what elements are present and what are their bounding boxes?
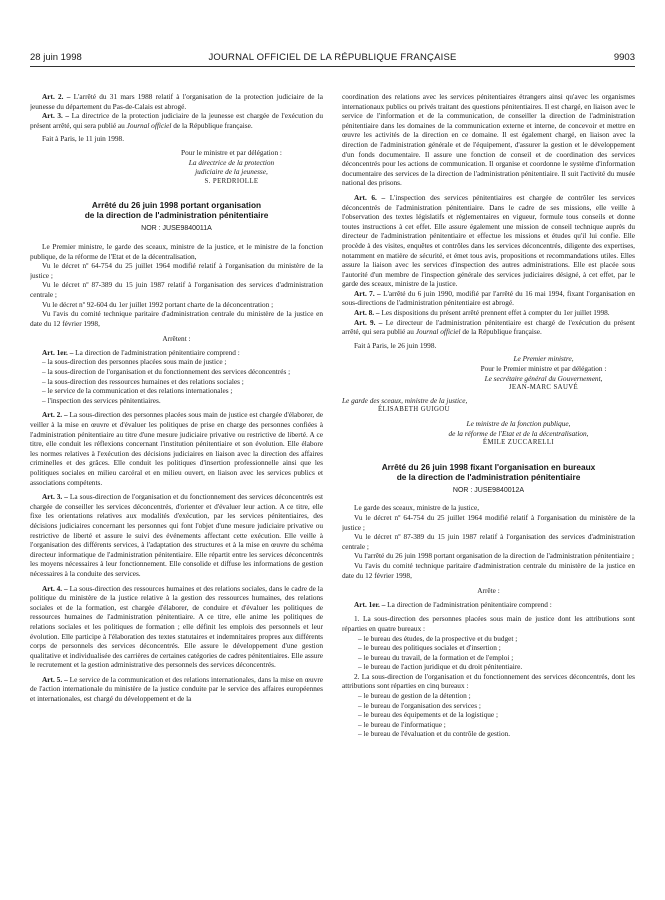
header-date: 28 juin 1998 <box>30 52 82 63</box>
article-5-continued: coordination des relations avec les services pénitentiaires étrangers ainsi qu'avec les organismes internationaux publics ou privés traitant des questions pénitentiaires. Il est chargé, en liaison avec le service de l'information et de la communication, de conseiller la direction de l'administration pénitentiaire dans les domaines de la communication externe et interne, de concevoir et mettre en œuvre les activités de la direction en ce domaine. Il est également chargé, en liaison avec la direction de l'administration générale et de l'équipement, d'assurer la gestion et le développement d'un fonds documentaire. Il assure une fonction de conseil et de coordination des services déconcentrés pour les actions de communication. Il organise et coordonne le système d'information documentaire des services de la direction de l'administration pénitentiaire. Il suit l'activité du musée national des prisons. <box>342 92 635 188</box>
signatory-name: ÉLISABETH GUIGOU <box>378 406 450 414</box>
vu-2-2: Vu le décret nº 87-389 du 15 juin 1987 relatif à l'organisation des services d'administration centrale ; <box>342 532 635 551</box>
list-item: – le bureau de l'évaluation et du contrôle de gestion. <box>358 729 511 739</box>
article-1-bureaux: Art. 1er. – La direction de l'administration pénitentiaire comprend : <box>354 599 552 609</box>
intro-paragraph-2: Le garde des sceaux, ministre de la justice, <box>354 503 480 513</box>
signature-garde-des-sceaux: Le garde des sceaux, ministre de la justice, ÉLISABETH GUIGOU <box>342 396 635 415</box>
vu-1: Vu le décret nº 64-754 du 25 juillet 1964 modifié relatif à l'organisation du ministère de la justice ; <box>30 261 323 280</box>
right-column <box>342 92 635 892</box>
fait-date-2: Fait à Paris, le 26 juin 1998. <box>354 340 437 350</box>
decree-1-nor: NOR : JUSE9840011A <box>141 225 212 233</box>
article-3-prev: Art. 3. – La directrice de la protection judiciaire de la jeunesse est chargée de l'exécution du présent arrêté, qui sera publié au Journal officiel de la République française. <box>30 111 323 130</box>
signature-premier-ministre: Le Premier ministre, Pour le Premier ministre et par délégation : Le secrétaire général du Gouvernement, JEAN-MARC SAUVÉ <box>342 354 635 392</box>
decree-2-nor: NOR : JUSE9840012A <box>452 486 525 494</box>
fait-date-1: Fait à Paris, le 11 juin 1998. <box>42 134 125 144</box>
page-header <box>30 52 635 66</box>
list-item: – le bureau des études, de la prospective et du budget ; <box>358 633 518 643</box>
header-rule <box>30 66 635 67</box>
article-7: Art. 7. – L'arrêté du 6 juin 1990, modifié par l'arrêté du 16 mai 1994, fixant l'organisation en sous-directions de l'administration pénitentiaire est abrogé. <box>342 288 635 308</box>
article-4: Art. 4. – La sous-direction des ressources humaines et des relations sociales, dans le cadre de la politique du ministère de la justice relative à la gestion des ressources humaines, des relations sociales et de la formation, est chargée d'élaborer, de conduire et d'évaluer les politiques de ressources humaines de l'administration pénitentiaire. A ce titre, elle anime les politiques de relations sociales et les politiques de formation ; elle définit les emplois des personnels et leur évolution. Elle participe à l'élaboration des textes statutaires et indemnitaires propres aux différents corps de personnels des services déconcentrés. Elle assure le développement d'une gestion qualitative et individualisée des carrières de certaines catégories de cadres pénitentiaires. Elle assure le recrutement et la gestion administrative des personnels des services déconcentrés. <box>30 583 323 670</box>
list-item: – la sous-direction des ressources humaines et des relations sociales ; <box>42 376 244 386</box>
vu-4: Vu l'avis du comité technique paritaire d'administration centrale du ministère de la justice en date du 12 février 1998, <box>30 309 323 328</box>
article-8: Art. 8. – Les dispositions du présent arrêté prennent effet à compter du 1er juillet 1998. <box>354 308 610 318</box>
signature-fonction-publique: Le ministre de la fonction publique, de la réforme de l'Etat et de la décentralisation, ÉMILE ZUCCARELLI <box>342 419 635 448</box>
article-3: Art. 3. – La sous-direction de l'organisation et du fonctionnement des services déconcentrés est chargée de conseiller les services déconcentrés, d'orienter et d'évaluer leur action. A ce titre, elle fixe les orientations relatives aux modalités d'exécution, par les services pénitentiaires, des décisions judiciaires concernant les personnes qui font l'objet d'une mesure judiciaire privative ou restrictive de liberté et assure le suivi des événements affectant cette exécution. Elle veille à l'organisation des différents services, à l'adaptation des structures et à la mise en œuvre du schéma directeur informatique de l'administration pénitentiaire. Elle répartit entre les services déconcentrés les moyens nécessaires à leur fonctionnement. Elle consolide et diffuse les informations de gestion nécessaires à la conduite des services. <box>30 492 323 578</box>
article-2-prev: Art. 2. – L'arrêté du 31 mars 1988 relatif à l'organisation de la protection judiciaire de la jeunesse du département du Pas-de-Calais est abrogé. <box>30 92 323 111</box>
article-5: Art. 5. – Le service de la communication et des relations internationales, dans la mise en œuvre de l'action internationale du ministère de la justice conduite par le service des affaires européennes et internationales, est chargé du développement et de la <box>30 674 323 704</box>
subdirection-1: 1. La sous-direction des personnes placées sous main de justice dont les attributions sont réparties en quatre bureaux : <box>342 614 635 633</box>
vu-2-1: Vu le décret nº 64-754 du 25 juillet 1964 modifié relatif à l'organisation du ministère de la justice ; <box>342 512 635 532</box>
decree-1-title: Arrêté du 26 juin 1998 portant organisation de la direction de l'administration pénitentiaire <box>84 200 269 221</box>
vu-3: Vu le décret nº 92-604 du 1er juillet 1992 portant charte de la déconcentration ; <box>42 299 274 309</box>
signatory-name: JEAN-MARC SAUVÉ <box>508 384 579 392</box>
vu-2: Vu le décret nº 87-389 du 15 juin 1987 relatif à l'organisation des services d'administration centrale ; <box>30 280 323 299</box>
list-item: – le bureau des politiques sociales et d'insertion ; <box>358 643 501 653</box>
list-item: – le bureau de l'informatique ; <box>358 719 446 729</box>
list-item: – le bureau de l'action juridique et du droit pénitentiaire. <box>358 662 523 672</box>
vu-2-3: Vu l'arrêté du 26 juin 1998 portant organisation de la direction de l'administration pénitentiaire ; <box>354 551 635 561</box>
decree-2-title: Arrêté du 26 juin 1998 fixant l'organisation en bureaux de la direction de l'administration pénitentiaire <box>381 461 596 482</box>
list-item: – l'inspection des services pénitentiaires. <box>42 395 161 405</box>
vu-2-4: Vu l'avis du comité technique paritaire d'administration centrale du ministère de la justice en date du 12 février 1998, <box>342 560 635 580</box>
arrete-label: Arrête : <box>477 586 500 596</box>
list-item: – le bureau de gestion de la détention ; <box>358 691 471 701</box>
signature-block-1: Pour le ministre et par délégation : La directrice de la protection judiciaire de la jeunesse, S. PERDRIOLLE <box>30 148 323 186</box>
signatory-name: ÉMILE ZUCCARELLI <box>482 439 555 447</box>
article-9: Art. 9. – Le directeur de l'administration pénitentiaire est chargé de l'exécution du présent arrêté, qui sera publié au Journal officiel de la République française. <box>342 317 635 337</box>
list-item: – la sous-direction des personnes placées sous main de justice ; <box>42 357 227 367</box>
intro-paragraph: Le Premier ministre, le garde des sceaux, ministre de la justice, et le ministre de la fonction publique, de la réforme de l'Etat et de la décentralisation, <box>30 241 323 261</box>
arretent-label: Arrêtent : <box>162 334 191 344</box>
article-2: Art. 2. – La sous-direction des personnes placées sous main de justice est chargée d'élaborer, de veiller à la mise en œuvre et d'évaluer les politiques de prise en charge des personnes confiées à l'administration pénitentiaire au titre d'une mesure judiciaire privative ou restrictive de liberté. A ce titre, elle conduit les réflexions concernant l'institution pénitentiaire et son évolution. Elle élabore les normes relatives à l'exécution des décisions judiciaires en liaison avec la direction des affaires criminelles et des grâces. Elle conduit les politiques d'insertion professionnelle ainsi que les politiques sociales en milieu carcéral et en milieu ouvert, en liaison avec les services publics et associations compétents. <box>30 410 323 487</box>
article-6: Art. 6. – L'inspection des services pénitentiaires est chargée de contrôler les services déconcentrés de l'administration pénitentiaire. Dans le cadre de ses missions, elle veille à l'observation des textes législatifs et réglementaires en vigueur, formule tous conseils et donne toutes instructions à cet effet. Elle assure également une mission de conseil technique auprès du directeur de l'administration pénitentiaire et effectue les missions et études qu'il lui confie. Elle procède à des visites, enquêtes et contrôles dans les services déconcentrés, diligente des expertises, notamment en matière de sécurité, et émet tous avis, propositions et recommandations utiles. Elles assure la liaison avec les services d'inspection des autres administrations. Elle est placée sous l'autorité d'un membre de l'inspection générale des services judiciaires désigné, à cet effet, par le garde des sceaux, ministre de la justice. <box>342 192 635 289</box>
list-item: – le bureau des équipements et de la logistique ; <box>358 710 499 720</box>
header-page-number: 9903 <box>613 52 635 63</box>
list-item: – le service de la communication et des relations internationales ; <box>42 386 233 396</box>
header-title: JOURNAL OFFICIEL DE LA RÉPUBLIQUE FRANÇAISE <box>208 52 457 63</box>
list-item: – la sous-direction de l'organisation et du fonctionnement des services déconcentrés ; <box>42 367 291 377</box>
article-1: Art. 1er. – La direction de l'administration pénitentiaire comprend : <box>42 347 240 357</box>
signatory-name: S. PERDRIOLLE <box>204 177 259 185</box>
list-item: – le bureau du travail, de la formation et de l'emploi ; <box>358 652 514 662</box>
left-column <box>30 92 323 892</box>
subdirection-2: 2. La sous-direction de l'organisation et du fonctionnement des services déconcentrés, dont les attributions sont réparties en cinq bureaux : <box>342 671 635 691</box>
list-item: – le bureau de l'organisation des services ; <box>358 700 481 710</box>
